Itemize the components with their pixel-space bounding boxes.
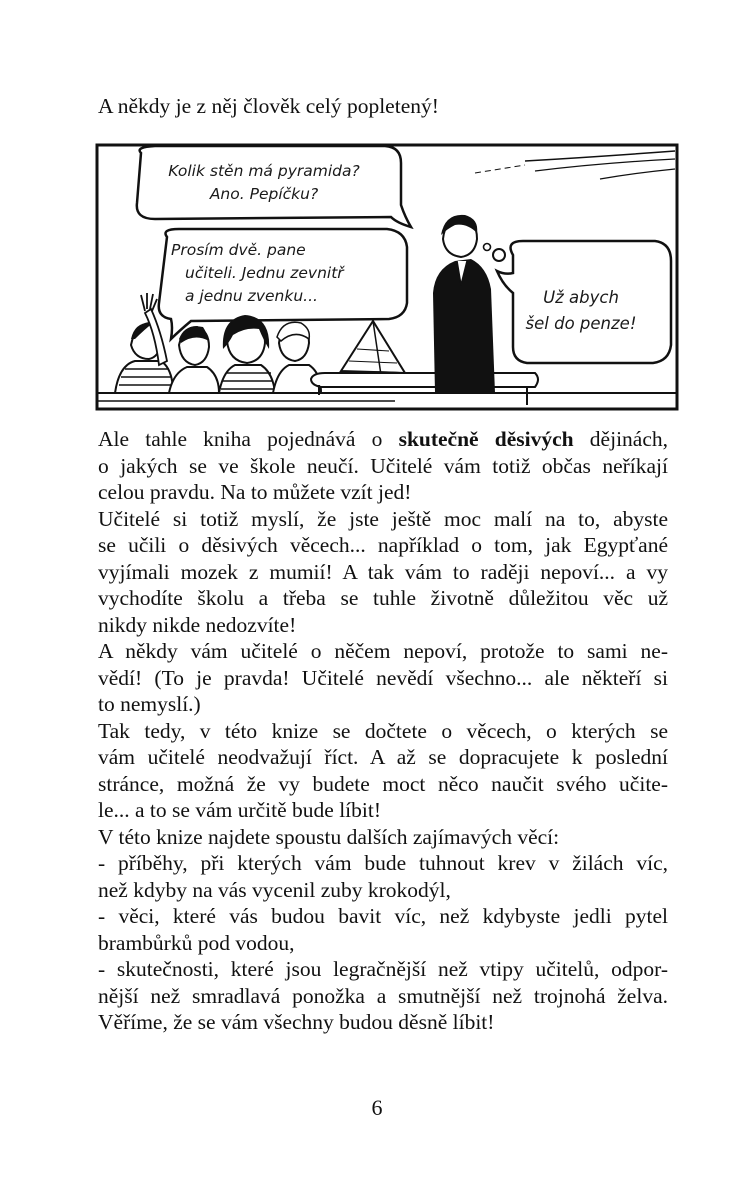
body-line: celou pravdu. Na to můžete vzít jed! (98, 480, 412, 504)
body-line: vychodíte školu a třeba se tuhle životně důležitou věc už (98, 586, 668, 610)
body-line: vědí! (To je pravda! Učitelé nevědí všechno... ale někteří si (98, 665, 668, 690)
body-line: se učili o děsivých věcech... například o tom, jak Egypťané (98, 533, 668, 557)
question-line-2: Ano. Pepíčku? (209, 185, 319, 203)
body-line: - skutečnosti, které jsou legračnější než vtipy učitelů, odpor- (98, 957, 668, 981)
body-line: to nemyslí.) (98, 692, 201, 716)
teacher-line-1: Už abych (543, 288, 619, 307)
body-line: nikdy nikde nedozvíte! (98, 612, 297, 637)
body-line: - věci, které vás budou bavit víc, než kdybyste jedli pytel (98, 904, 668, 928)
emphasis-text: skutečně děsivých (398, 427, 574, 451)
body-line-first-post: dějinách, (573, 427, 668, 451)
body-line: V této knize najdete spoustu dalších zajímavých věcí: (98, 824, 560, 849)
body-line: - příběhy, při kterých vám bude tuhnout krev v žilách víc, (98, 851, 668, 875)
body-line: vyjímali mozek z mumií! A tak vám to raději nepoví... a vy (98, 559, 668, 584)
body-line: Věříme, že se vám všechny budou děsně líbit! (98, 1010, 495, 1034)
teacher-line-2: šel do penze! (525, 314, 637, 333)
body-line: vám učitelé neodvažují říct. A až se dopracujete k poslední (98, 745, 668, 769)
body-line: nější než smradlavá ponožka a smutnější než trojnohá želva. (98, 983, 668, 1008)
answer-line-3: a jednu zvenku... (185, 287, 318, 305)
body-line: le... a to se vám určitě bude líbit! (98, 798, 381, 822)
body-line: o jakých se ve škole neučí. Učitelé vám totiž občas neříkají (98, 453, 668, 478)
answer-bubble (171, 239, 361, 308)
teacher-bubble (519, 285, 643, 337)
body-line: než kdyby na vás vycenil zuby krokodýl, (98, 877, 451, 902)
intro-line: A někdy je z něj člověk celý popletený! (98, 94, 439, 118)
body-line-first (98, 426, 668, 453)
body-line: A někdy vám učitelé o něčem nepoví, protože to sami ne- (98, 639, 668, 663)
body-line: stránce, možná že vy budete moct něco naučit svého učite- (98, 771, 668, 796)
question-line-1: Kolik stěn má pyramida? (168, 162, 360, 180)
body-line: Učitelé si totiž myslí, že jste ještě moc malí na to, abyste (98, 506, 668, 531)
comic-illustration (95, 143, 679, 411)
answer-line-2: učiteli. Jednu zevnitř (185, 264, 344, 282)
page-number: 6 (371, 1095, 383, 1120)
body-line: Tak tedy, v této knize se dočtete o věcech, o kterých se (98, 718, 668, 743)
answer-line-1: Prosím dvě. pane (171, 241, 306, 259)
body-text (98, 426, 668, 1036)
question-bubble (153, 160, 375, 206)
body-line: brambůrků pod vodou, (98, 930, 295, 955)
body-line-first-pre: Ale tahle kniha pojednává o (98, 427, 399, 451)
